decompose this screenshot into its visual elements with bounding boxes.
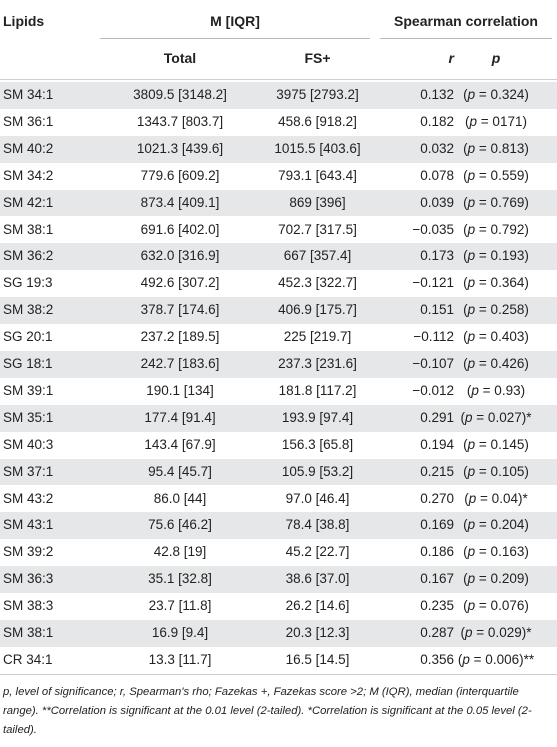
- table-row: [0, 593, 557, 620]
- table-row: [0, 243, 557, 270]
- total-cell: 237.2 [189.5]: [140, 329, 220, 345]
- r-cell: 0.132: [420, 87, 454, 102]
- fs-plus-cell: 20.3 [12.3]: [285, 625, 350, 640]
- total-cell: 75.6 [46.2]: [148, 517, 212, 533]
- header-total: Total: [163, 50, 197, 66]
- r-cell: 0.078: [420, 167, 454, 183]
- lipid-cell: SM 38:2: [3, 302, 54, 318]
- header-lipids: Lipids: [3, 13, 45, 29]
- lipid-cell: SM 42:1: [3, 194, 54, 210]
- table-row: [0, 270, 557, 297]
- p-cell: (p = 0.426): [463, 356, 529, 371]
- total-cell: 190.1 [134]: [146, 382, 214, 398]
- table-row: [0, 512, 557, 539]
- fs-plus-cell: 452.3 [322.7]: [278, 275, 357, 291]
- p-cell: (p = 0.076): [463, 598, 529, 614]
- lipid-cell: SM 38:1: [3, 625, 54, 640]
- lipid-cell: SM 34:2: [3, 167, 54, 183]
- lipid-cell: SM 39:1: [3, 382, 54, 398]
- lipid-cell: SM 34:1: [3, 87, 54, 102]
- p-cell: (p = 0.258): [463, 302, 529, 318]
- table-row: [0, 82, 557, 109]
- m-iqr-underline: [100, 38, 370, 39]
- r-cell: −0.121: [412, 275, 454, 291]
- table-row: [0, 136, 557, 163]
- table-row: [0, 405, 557, 432]
- lipid-cell: SM 40:2: [3, 140, 54, 156]
- table-row: [0, 297, 557, 324]
- lipid-cell: SG 20:1: [3, 329, 53, 345]
- fs-plus-cell: 1015.5 [403.6]: [274, 140, 361, 156]
- total-cell: 13.3 [11.7]: [148, 651, 212, 667]
- table-row: [0, 620, 557, 647]
- p-cell: (p = 0.792): [463, 221, 529, 237]
- p-cell: (p = 0.04)*: [464, 490, 528, 506]
- bottom-rule: [0, 674, 557, 675]
- r-cell: 0.194: [420, 436, 454, 452]
- fs-plus-cell: 702.7 [317.5]: [278, 221, 357, 237]
- table-row: [0, 190, 557, 217]
- fs-plus-cell: 458.6 [918.2]: [278, 113, 357, 129]
- p-cell: (p = 0.813): [463, 140, 529, 156]
- total-cell: 779.6 [609.2]: [140, 167, 220, 183]
- table-row: [0, 647, 557, 674]
- total-cell: 16.9 [9.4]: [151, 625, 209, 640]
- fs-plus-cell: 406.9 [175.7]: [278, 302, 357, 318]
- r-cell: 0.169: [420, 517, 454, 533]
- lipid-cell: SM 43:2: [3, 490, 54, 506]
- r-cell: −0.035: [412, 221, 454, 237]
- header-rule: [0, 79, 557, 80]
- r-cell: 0.151: [420, 302, 454, 318]
- lipid-cell: SM 43:1: [3, 517, 54, 533]
- fs-plus-cell: 38.6 [37.0]: [285, 571, 350, 587]
- lipid-cell: SM 37:1: [3, 463, 54, 479]
- total-cell: 492.6 [307.2]: [140, 275, 220, 291]
- total-cell: 3809.5 [3148.2]: [133, 87, 227, 102]
- table-row: [0, 432, 557, 459]
- header-fs-plus: FS+: [304, 50, 331, 66]
- lipid-cell: SM 36:2: [3, 248, 54, 264]
- total-cell: 35.1 [32.8]: [148, 571, 212, 587]
- fs-plus-cell: 181.8 [117.2]: [278, 382, 357, 398]
- fs-plus-cell: 793.1 [643.4]: [278, 167, 357, 183]
- r-cell: 0.270: [420, 490, 454, 506]
- lipid-cell: CR 34:1: [3, 651, 53, 667]
- fs-plus-cell: 16.5 [14.5]: [285, 651, 350, 667]
- p-cell: (p = 0.204): [463, 517, 529, 533]
- total-cell: 242.7 [183.6]: [140, 356, 220, 371]
- lipid-cell: SG 18:1: [3, 356, 53, 371]
- table-footnote: p, level of significance; r, Spearman's rho; Fazekas +, Fazekas score >2; M (IQR), median (interquartile range). **Correlation is significant at the 0.01 level (2-tailed). *Correlation is significant at the 0.05 level (2-tailed).: [3, 686, 532, 736]
- table-row: [0, 378, 557, 405]
- header-spearman: Spearman correlation: [394, 13, 538, 29]
- p-cell: (p = 0.145): [463, 436, 529, 452]
- lipid-cell: SM 36:1: [3, 113, 54, 129]
- lipid-cell: SM 38:3: [3, 598, 54, 614]
- total-cell: 95.4 [45.7]: [148, 463, 212, 479]
- fs-plus-cell: 97.0 [46.4]: [285, 490, 350, 506]
- r-cell: 0.167: [420, 571, 454, 587]
- p-cell: (p = 0.403): [463, 329, 529, 345]
- lipid-cell: SM 36:3: [3, 571, 54, 587]
- total-cell: 873.4 [409.1]: [140, 194, 220, 210]
- header-p: p: [491, 50, 501, 66]
- fs-plus-cell: 26.2 [14.6]: [285, 598, 350, 614]
- total-cell: 86.0 [44]: [153, 490, 207, 506]
- r-cell: 0.215: [420, 463, 454, 479]
- lipid-cell: SM 39:2: [3, 544, 54, 560]
- p-cell: (p = 0.769): [463, 194, 529, 210]
- table-row: [0, 351, 557, 378]
- table-row: [0, 163, 557, 190]
- header-m-iqr: M [IQR]: [210, 13, 260, 29]
- total-cell: 691.6 [402.0]: [140, 221, 220, 237]
- fs-plus-cell: 78.4 [38.8]: [285, 517, 350, 533]
- r-cell: 0.287: [420, 625, 454, 640]
- fs-plus-cell: 667 [357.4]: [283, 248, 352, 264]
- r-cell: 0.182: [420, 113, 454, 129]
- r-cell: 0.291: [420, 409, 454, 425]
- table-row: [0, 109, 557, 136]
- table-row: [0, 539, 557, 566]
- total-cell: 42.8 [19]: [153, 544, 207, 560]
- table-row: [0, 486, 557, 513]
- p-cell: (p = 0.364): [463, 275, 529, 291]
- fs-plus-cell: 869 [396]: [289, 194, 346, 210]
- p-cell: (p = 0.324): [463, 87, 529, 102]
- p-cell: (p = 0.163): [463, 544, 529, 560]
- fs-plus-cell: 156.3 [65.8]: [281, 436, 354, 452]
- p-cell: (p = 0.193): [463, 248, 529, 264]
- total-cell: 378.7 [174.6]: [140, 302, 220, 318]
- lipid-cell: SM 35:1: [3, 409, 54, 425]
- total-cell: 177.4 [91.4]: [144, 409, 216, 425]
- header-r: r: [448, 50, 454, 66]
- lipid-cell: SM 40:3: [3, 436, 54, 452]
- table-row: [0, 217, 557, 244]
- p-cell: (p = 0.93): [466, 382, 526, 398]
- r-cell: −0.012: [412, 382, 454, 398]
- r-cell: 0.032: [420, 140, 454, 156]
- r-cell: 0.186: [420, 544, 454, 560]
- total-cell: 1343.7 [803.7]: [136, 113, 224, 129]
- p-cell: (p = 0.559): [463, 167, 529, 183]
- fs-plus-cell: 193.9 [97.4]: [281, 409, 354, 425]
- fs-plus-cell: 237.3 [231.6]: [278, 356, 357, 371]
- r-cell: −0.107: [412, 356, 454, 371]
- total-cell: 143.4 [67.9]: [144, 436, 216, 452]
- p-cell: (p = 0171): [465, 113, 527, 129]
- p-cell: (p = 0.027)*: [460, 409, 532, 425]
- total-cell: 23.7 [11.8]: [148, 598, 212, 614]
- fs-plus-cell: 225 [219.7]: [283, 329, 352, 345]
- fs-plus-cell: 105.9 [53.2]: [281, 463, 354, 479]
- fs-plus-cell: 3975 [2793.2]: [276, 87, 359, 102]
- p-cell: (p = 0.105): [463, 463, 529, 479]
- total-cell: 1021.3 [439.6]: [136, 140, 224, 156]
- table-row: [0, 459, 557, 486]
- lipid-cell: SM 38:1: [3, 221, 54, 237]
- p-cell: (p = 0.209): [463, 571, 529, 587]
- r-cell: 0.235: [420, 598, 454, 614]
- p-cell: (p = 0.006)**: [457, 651, 535, 667]
- r-cell: 0.173: [420, 248, 454, 264]
- lipid-cell: SG 19:3: [3, 275, 53, 291]
- r-cell: −0.112: [413, 329, 454, 345]
- spearman-underline: [380, 38, 552, 39]
- r-cell: 0.039: [420, 194, 454, 210]
- table-row: [0, 566, 557, 593]
- fs-plus-cell: 45.2 [22.7]: [285, 544, 350, 560]
- r-cell: 0.356: [420, 651, 454, 667]
- table-row: [0, 324, 557, 351]
- total-cell: 632.0 [316.9]: [140, 248, 220, 264]
- p-cell: (p = 0.029)*: [460, 625, 532, 640]
